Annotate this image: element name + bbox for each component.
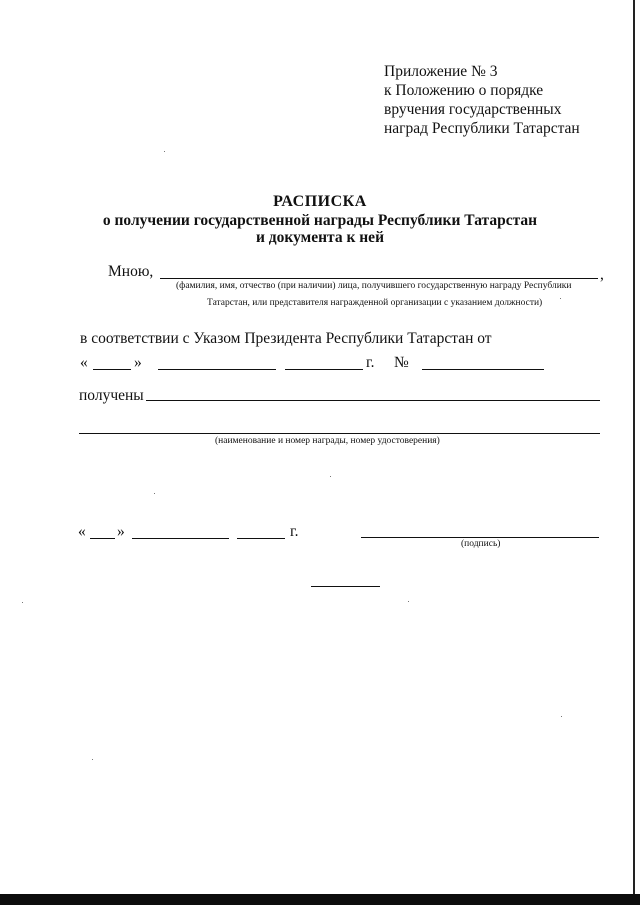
- sign-year-suffix: г.: [290, 523, 299, 540]
- received-label: получены: [79, 387, 144, 404]
- mnoyu-label: Мною,: [108, 263, 154, 280]
- annex-line-1: Приложение № 3: [384, 63, 498, 80]
- recipient-comma: ,: [600, 266, 604, 283]
- scan-speck: [154, 493, 155, 494]
- annex-line-2: к Положению о порядке: [384, 82, 544, 99]
- scan-border-right: [633, 0, 635, 905]
- scan-speck: [164, 151, 165, 152]
- scan-speck: [408, 601, 409, 602]
- sign-year-line: [237, 538, 285, 539]
- annex-line-3: вручения государственных: [384, 101, 562, 118]
- document-subtitle-2: и документа к ней: [256, 229, 384, 246]
- sign-month-line: [132, 538, 229, 539]
- recipient-name-line: [160, 278, 598, 279]
- award-hint: (наименование и номер награды, номер удостоверения): [215, 436, 440, 446]
- document-title: РАСПИСКА: [273, 193, 367, 210]
- decree-text: в соответствии с Указом Президента Республики Татарстан от: [80, 330, 492, 347]
- scan-speck: [561, 716, 562, 717]
- scan-border-bottom: [0, 894, 640, 905]
- decree-number-sign: №: [394, 354, 409, 371]
- recipient-hint-line-2: Татарстан, или представителя награжденной организации с указанием должности): [207, 298, 543, 308]
- sign-day-line: [90, 538, 115, 539]
- signature-hint: (подпись): [461, 539, 501, 549]
- scan-speck: [330, 476, 331, 477]
- document-subtitle-1: о получении государственной награды Республики Татарстан: [102, 212, 538, 229]
- received-award-line: [146, 400, 600, 401]
- scan-speck: [22, 602, 23, 603]
- date-quote-open: «: [80, 354, 88, 371]
- decree-month-line: [158, 369, 276, 370]
- decree-number-line: [422, 369, 544, 370]
- recipient-hint-line-1: (фамилия, имя, отчество (при наличии) лица, получившего государственную награду Республики: [176, 281, 572, 291]
- scan-speck: [92, 759, 93, 760]
- scan-speck: [560, 298, 561, 299]
- decree-day-line: [93, 369, 131, 370]
- decree-year-line: [285, 369, 363, 370]
- annex-line-4: наград Республики Татарстан: [384, 120, 580, 137]
- decree-year-suffix: г.: [366, 354, 375, 371]
- sign-quote-open: «: [78, 523, 86, 540]
- signature-line: [361, 537, 599, 538]
- sign-quote-close: »: [117, 523, 125, 540]
- award-description-line: [79, 433, 600, 434]
- date-quote-close: »: [134, 354, 142, 371]
- annex-header: [384, 62, 580, 138]
- closing-rule: [311, 586, 380, 587]
